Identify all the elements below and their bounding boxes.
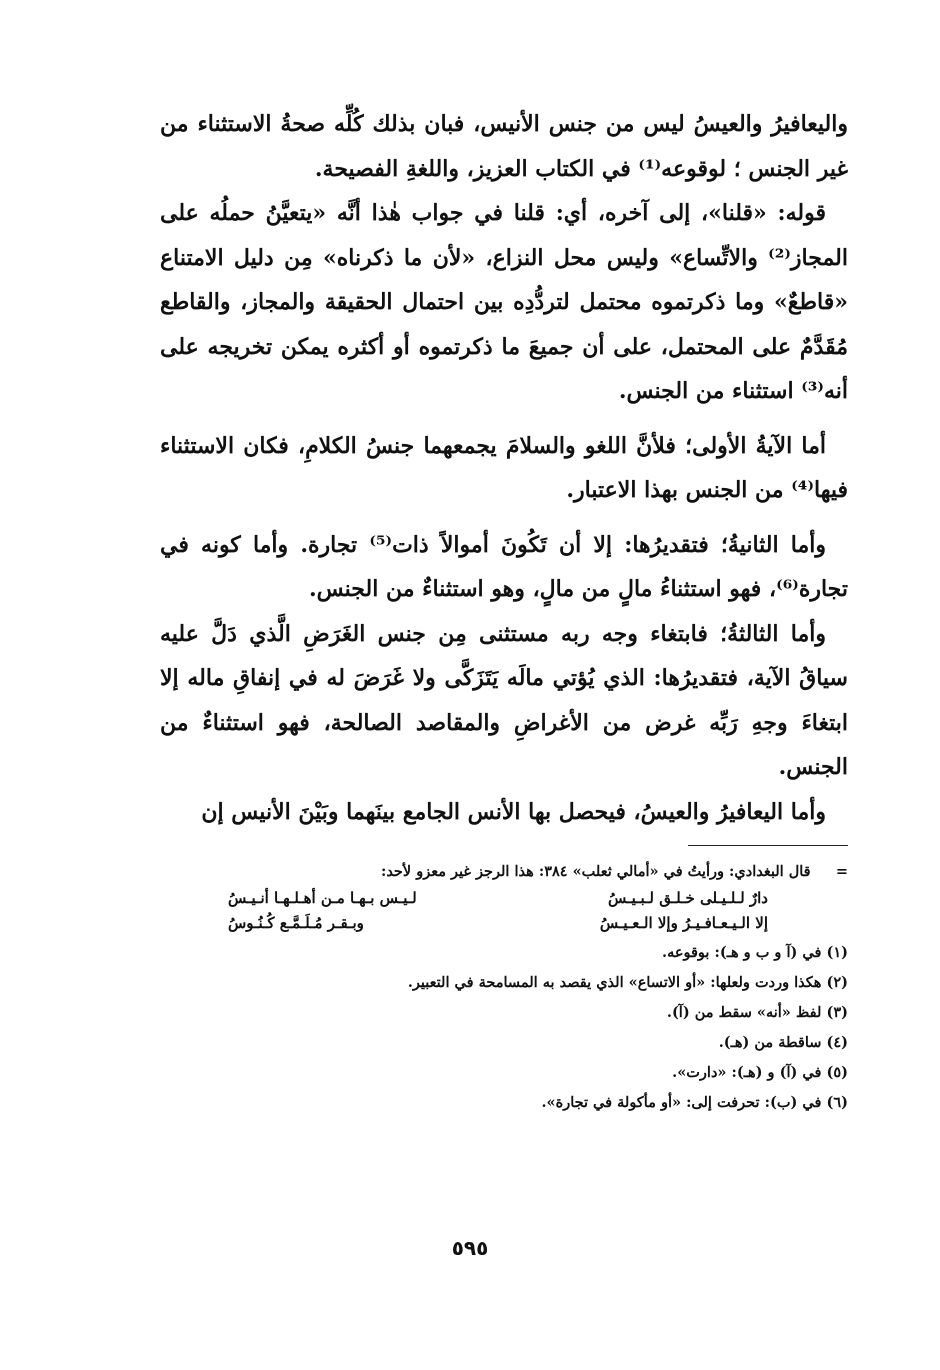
main-text	[160, 102, 848, 834]
footnote-item: (٥) في (آ) و (هـ): «دارت».	[672, 1064, 848, 1081]
footnote-separator	[688, 845, 848, 846]
verse-line	[228, 886, 768, 911]
paragraph: واليعافيرُ والعيسُ ليس من جنس الأنيس، فبان بذلك كُلِّه صحةُ الاستثناء من غير الجنس ؛ لوقوعه⁽¹⁾ في الكتاب العزيز، واللغةِ الفصيحة.	[160, 111, 848, 182]
footnote-list	[160, 938, 848, 1118]
page-number: ٥٩٥	[451, 1236, 489, 1260]
verse-hemistich-right: دارٌ لـلـيـلى خـلـق لـبـيـسُ	[608, 889, 768, 907]
paragraph: وأما اليعافيرُ والعيسُ، فيحصل بها الأنس الجامع بينَهما وبَيْنَ الأنيس إن	[201, 798, 826, 825]
footnote-item: (٤) ساقطة من (هـ).	[718, 1034, 848, 1051]
verse-line	[228, 911, 768, 936]
paragraph: قوله: «قلنا»، إلى آخره، أي: قلنا في جواب هٰذا أنَّه «يتعيَّنُ حملُه على المجاز⁽²⁾ والاتِّساع» وليس محل النزاع، «لأن ما ذكرناه» مِن دليل الامتناع «قاطعٌ» وما ذكرتموه محتمل لتردُّدِه بين احتمال الحقيقة والمجاز، والقاطع مُقَدَّمٌ على المحتمل، على أن جميعَ ما ذكرتموه أو أكثره يمكن تخريجه على أنه⁽³⁾ استثناء من الجنس.	[160, 200, 848, 404]
footnote-item: (٦) في (ب): تحرفت إلى: «أو مأكولة في تجارة».	[541, 1094, 848, 1111]
verse-hemistich-left: وبـقـر مُـلَـمَّـع كُـنُـوسُ	[228, 914, 364, 932]
footnotes-section	[160, 858, 848, 1118]
continuation-text: قال البغدادي: ورأيتُ في «أمالي ثعلب» ٣٨٤: هذا الرجز غير معزو لأحد:	[380, 863, 811, 880]
paragraph: وأما الثانيةُ؛ فتقديرُها: إلا أن تَكُونَ أموالاً ذات⁽⁵⁾ تجارة. وأما كونه في تجارة⁽⁶⁾، فهو استثناءُ مالٍ من مالٍ، وهو استثناءٌ من الجنس.	[160, 531, 848, 602]
footnote-item: (١) في (آ و ب و هـ): بوقوعه.	[662, 944, 848, 961]
footnote-continuation	[160, 858, 848, 886]
footnote-item: (٢) هكذا وردت ولعلها: «أو الاتساع» الذي يقصد به المسامحة في التعبير.	[407, 974, 848, 991]
footnote-item: (٣) لفظ «أنه» سقط من (آ).	[666, 1004, 848, 1021]
continuation-mark: =	[835, 863, 848, 880]
verse-hemistich-left: لـيـس بـهـا مـن أهـلـهـا أنـيـسُ	[228, 889, 417, 907]
verse-hemistich-right: إلا الـيـعـافـيـرُ وإلا الـعـيـسُ	[599, 914, 768, 932]
paragraph: وأما الثالثةُ؛ فابتغاء وجه ربه مستثنى مِن جنس الغَرَضِ الَّذي دَلَّ عليه سياقُ الآية، فتقديرُها: الذي يُؤتي مالَه يَتَزَكَّى ولا غَرَضَ له في إنفاقِ ماله إلا ابتغاءَ وجهِ رَبِّه غرض من الأغراضِ والمقاصد الصالحة، فهو استثناءٌ من الجنس.	[160, 620, 848, 780]
paragraph: أما الآيةُ الأولى؛ فلأنَّ اللغو والسلامَ يجمعهما جنسُ الكلامِ، فكان الاستثناء فيها⁽⁴⁾ من الجنس بهذا الاعتبار.	[160, 432, 848, 503]
